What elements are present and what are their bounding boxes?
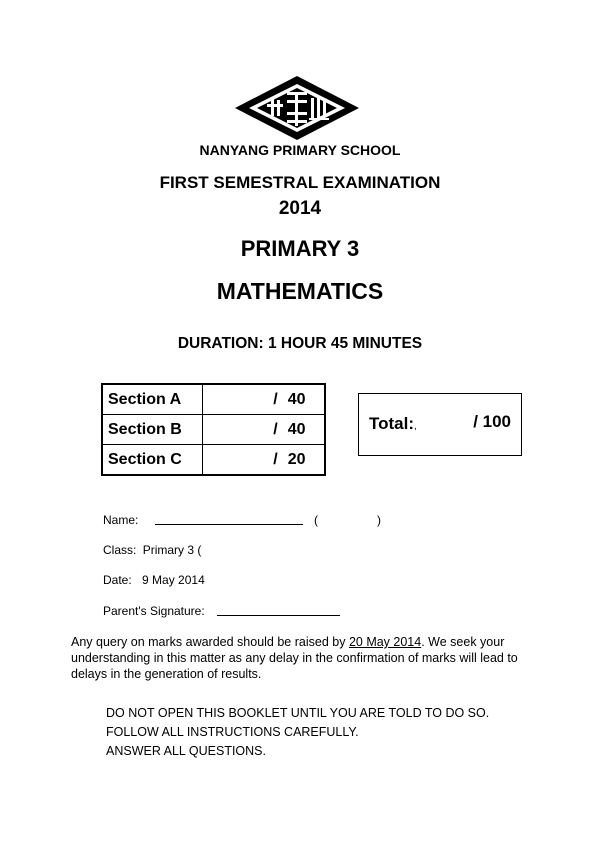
- total-mark: ,: [414, 421, 417, 432]
- section-max: 40: [287, 420, 306, 438]
- exam-year: 2014: [278, 198, 322, 219]
- date-value: 9 May 2014: [142, 573, 205, 587]
- section-slash: /: [273, 420, 278, 438]
- section-max: 20: [287, 450, 306, 468]
- name-label: Name:: [103, 513, 139, 527]
- instruction-line: ANSWER ALL QUESTIONS.: [106, 744, 266, 758]
- total-label-text: Total:: [369, 414, 415, 433]
- instruction-line: FOLLOW ALL INSTRUCTIONS CAREFULLY.: [106, 725, 359, 739]
- name-paren-open: (: [314, 513, 318, 527]
- instructions: [106, 704, 489, 761]
- section-row: [102, 415, 325, 445]
- school-crest-icon: [235, 74, 359, 142]
- section-score: [203, 415, 325, 445]
- section-score: [203, 445, 325, 476]
- class-value: Primary 3 (: [142, 543, 202, 557]
- name-paren-close: ): [377, 513, 381, 527]
- level-title: PRIMARY 3: [240, 236, 360, 261]
- total-value: / 100: [473, 412, 511, 431]
- section-row: [102, 445, 325, 476]
- duration: DURATION: 1 HOUR 45 MINUTES: [177, 335, 423, 352]
- total-label: [369, 414, 417, 434]
- section-score: [203, 384, 325, 415]
- query-date: 20 May 2014: [348, 635, 422, 649]
- exam-title: FIRST SEMESTRAL EXAMINATION: [159, 173, 441, 192]
- instruction-line: DO NOT OPEN THIS BOOKLET UNTIL YOU ARE TOLD TO DO SO.: [106, 706, 490, 720]
- class-field: [103, 543, 201, 557]
- subject-title: MATHEMATICS: [216, 278, 384, 304]
- date-label: Date:: [103, 573, 132, 587]
- signature-label: Parent's Signature:: [103, 604, 205, 618]
- section-row: [102, 384, 325, 415]
- section-slash: /: [273, 390, 278, 408]
- section-name: Section A: [102, 384, 203, 415]
- section-name: Section C: [102, 445, 203, 476]
- section-max: 40: [287, 390, 306, 408]
- query-text-1: Any query on marks awarded should be raised by: [71, 635, 349, 649]
- date-field: [103, 573, 205, 587]
- section-name: Section B: [102, 415, 203, 445]
- section-marks-table: [101, 383, 326, 476]
- name-line[interactable]: [155, 524, 303, 525]
- section-slash: /: [273, 450, 278, 468]
- query-text-2: . We seek your understanding in this matter as any delay in the confirmation of marks will lead to delays in the generation of results.: [71, 635, 518, 681]
- class-label: Class:: [103, 543, 137, 557]
- marks-query-notice: [71, 634, 541, 682]
- signature-line[interactable]: [217, 615, 340, 616]
- total-box: [358, 393, 522, 456]
- school-name: NANYANG PRIMARY SCHOOL: [199, 142, 401, 158]
